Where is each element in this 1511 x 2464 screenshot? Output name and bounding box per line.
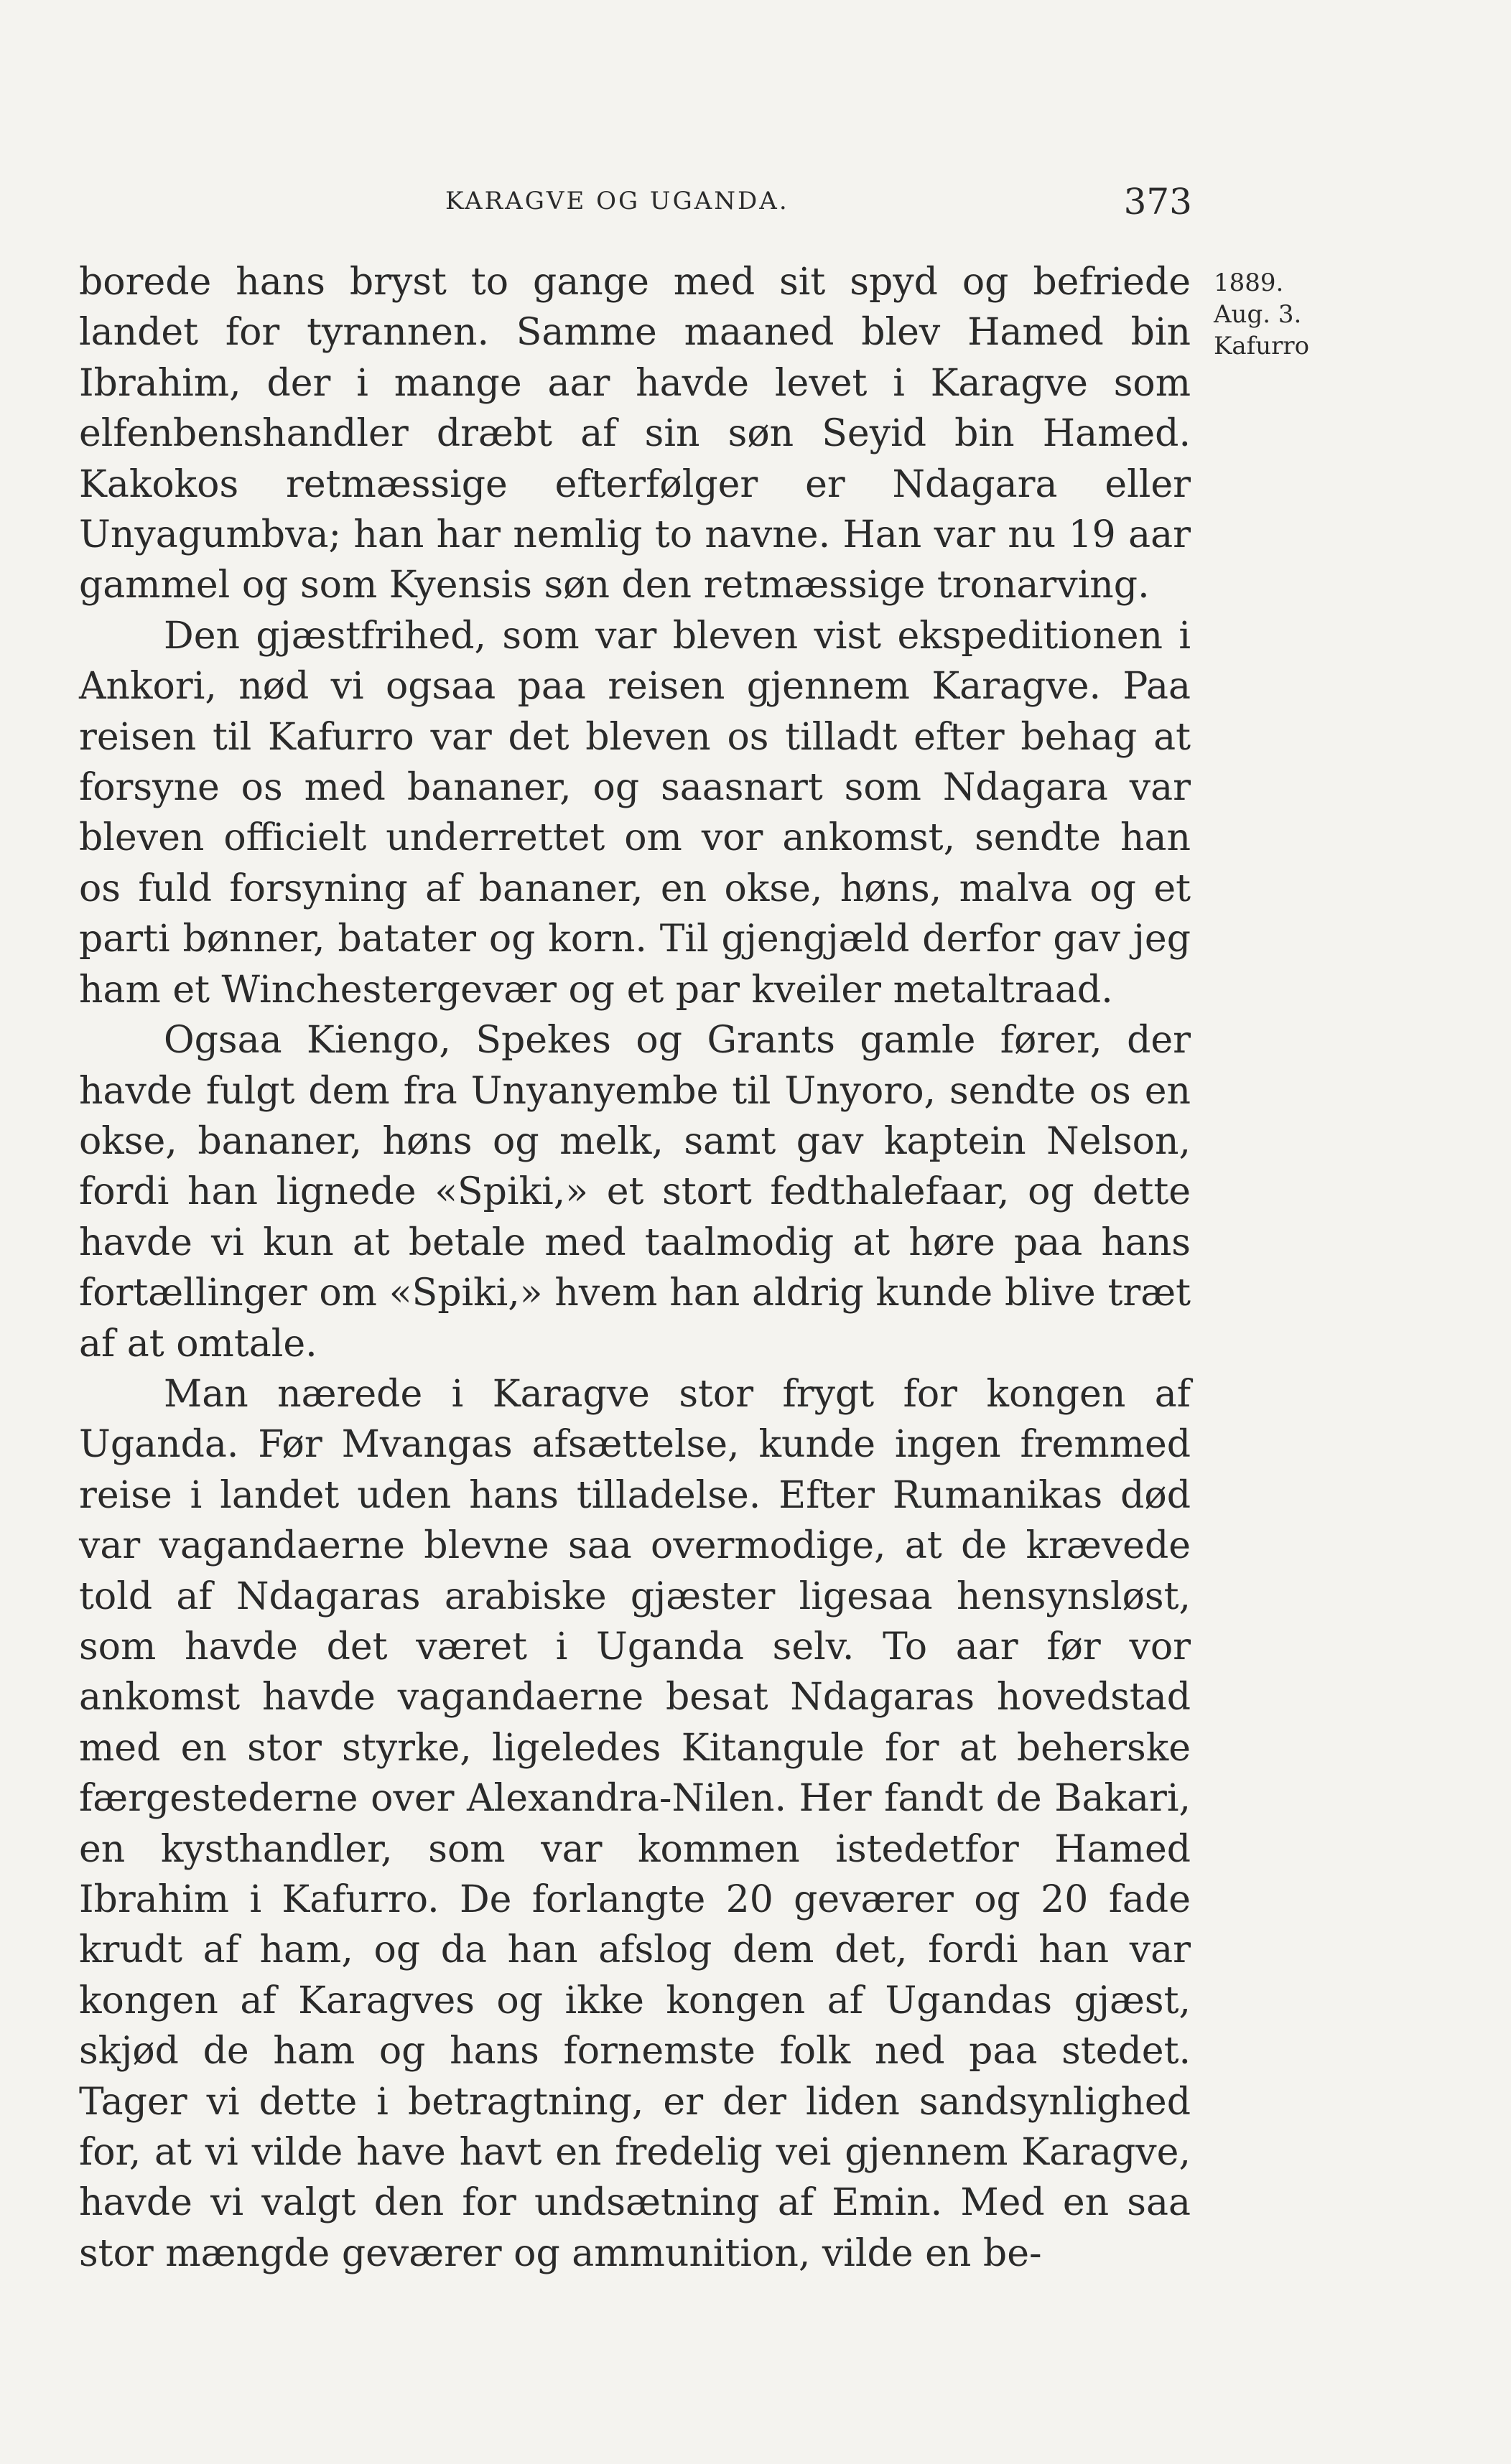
paragraph-3: Ogsaa Kiengo, Spekes og Grants gamle fører, der havde fulgt dem fra Unyanyembe til Unyoro, sendte os en okse, bananer, høns og melk, samt gav kaptein Nelson, fordi han lignede «Spiki,» et stort fedthalefaar, og dette havde vi kun at betale med taalmodig at høre paa hans fortællinger om «Spiki,» hvem han aldrig kunde blive træt af at omtale. bbox=[79, 1019, 1191, 1366]
paragraph-4: Man nærede i Karagve stor frygt for kongen af Uganda. Før Mvangas afsættelse, kunde ingen fremmed reise i landet uden hans tilladelse. Efter Rumanikas død var vagandaerne blevne saa overmodige, at de krævede told af Ndagaras arabiske gjæster ligesaa hensynsløst, som havde det været i Uganda selv. To aar før vor ankomst havde vagandaerne besat Ndagaras hovedstad med en stor styrke, ligeledes Kitangule for at beherske færgestederne over Alexandra-Nilen. Her fandt de Bakari, en kysthandler, som var kommen istedetfor Hamed Ibrahim i Kafurro. De forlangte 20 geværer og 20 fade krudt af ham, og da han afslog dem det, fordi han var kongen af Karagves og ikke kongen af Ugandas gjæst, skjød de ham og hans fornemste folk ned paa stedet. Tager vi dette i betragtning, er der liden sandsynlighed for, at vi vilde have havt en fredelig vei gjennem Karagve, havde vi valgt den for undsætning af Emin. Med en saa stor mængde geværer og ammunition, vilde en be- bbox=[79, 1372, 1191, 2275]
body-text bbox=[79, 257, 1191, 2279]
paragraph-1: borede hans bryst to gange med sit spyd og befriede landet for tyrannen. Samme maaned blev Hamed bin Ibrahim, der i mange aar havde levet i Karagve som elfenbenshandler dræbt af sin søn Seyid bin Hamed. Kakokos retmæssige efterfølger er Ndagara eller Unyagumbva; han har nemlig to navne. Han var nu 19 aar gammel og som Kyensis søn den retmæssige tronarving. bbox=[79, 261, 1191, 607]
margin-notes bbox=[1214, 267, 1343, 362]
running-title: KARAGVE OG UGANDA. bbox=[445, 187, 789, 215]
margin-place: Kafurro bbox=[1214, 332, 1310, 360]
margin-date: Aug. 3. bbox=[1214, 300, 1302, 329]
page-number: 373 bbox=[1123, 181, 1192, 223]
page-header bbox=[445, 181, 1192, 224]
paragraph-2: Den gjæstfrihed, som var bleven vist ekspeditionen i Ankori, nød vi ogsaa paa reisen gjennem Karagve. Paa reisen til Kafurro var det bleven os tilladt efter behag at forsyne os med bananer, og saasnart som Ndagara var bleven officielt underrettet om vor ankomst, sendte han os fuld forsyning af bananer, en okse, høns, malva og et parti bønner, batater og korn. Til gjengjæld derfor gav jeg ham et Winchestergevær og et par kveiler metaltraad. bbox=[79, 614, 1191, 1012]
margin-year: 1889. bbox=[1214, 269, 1284, 297]
